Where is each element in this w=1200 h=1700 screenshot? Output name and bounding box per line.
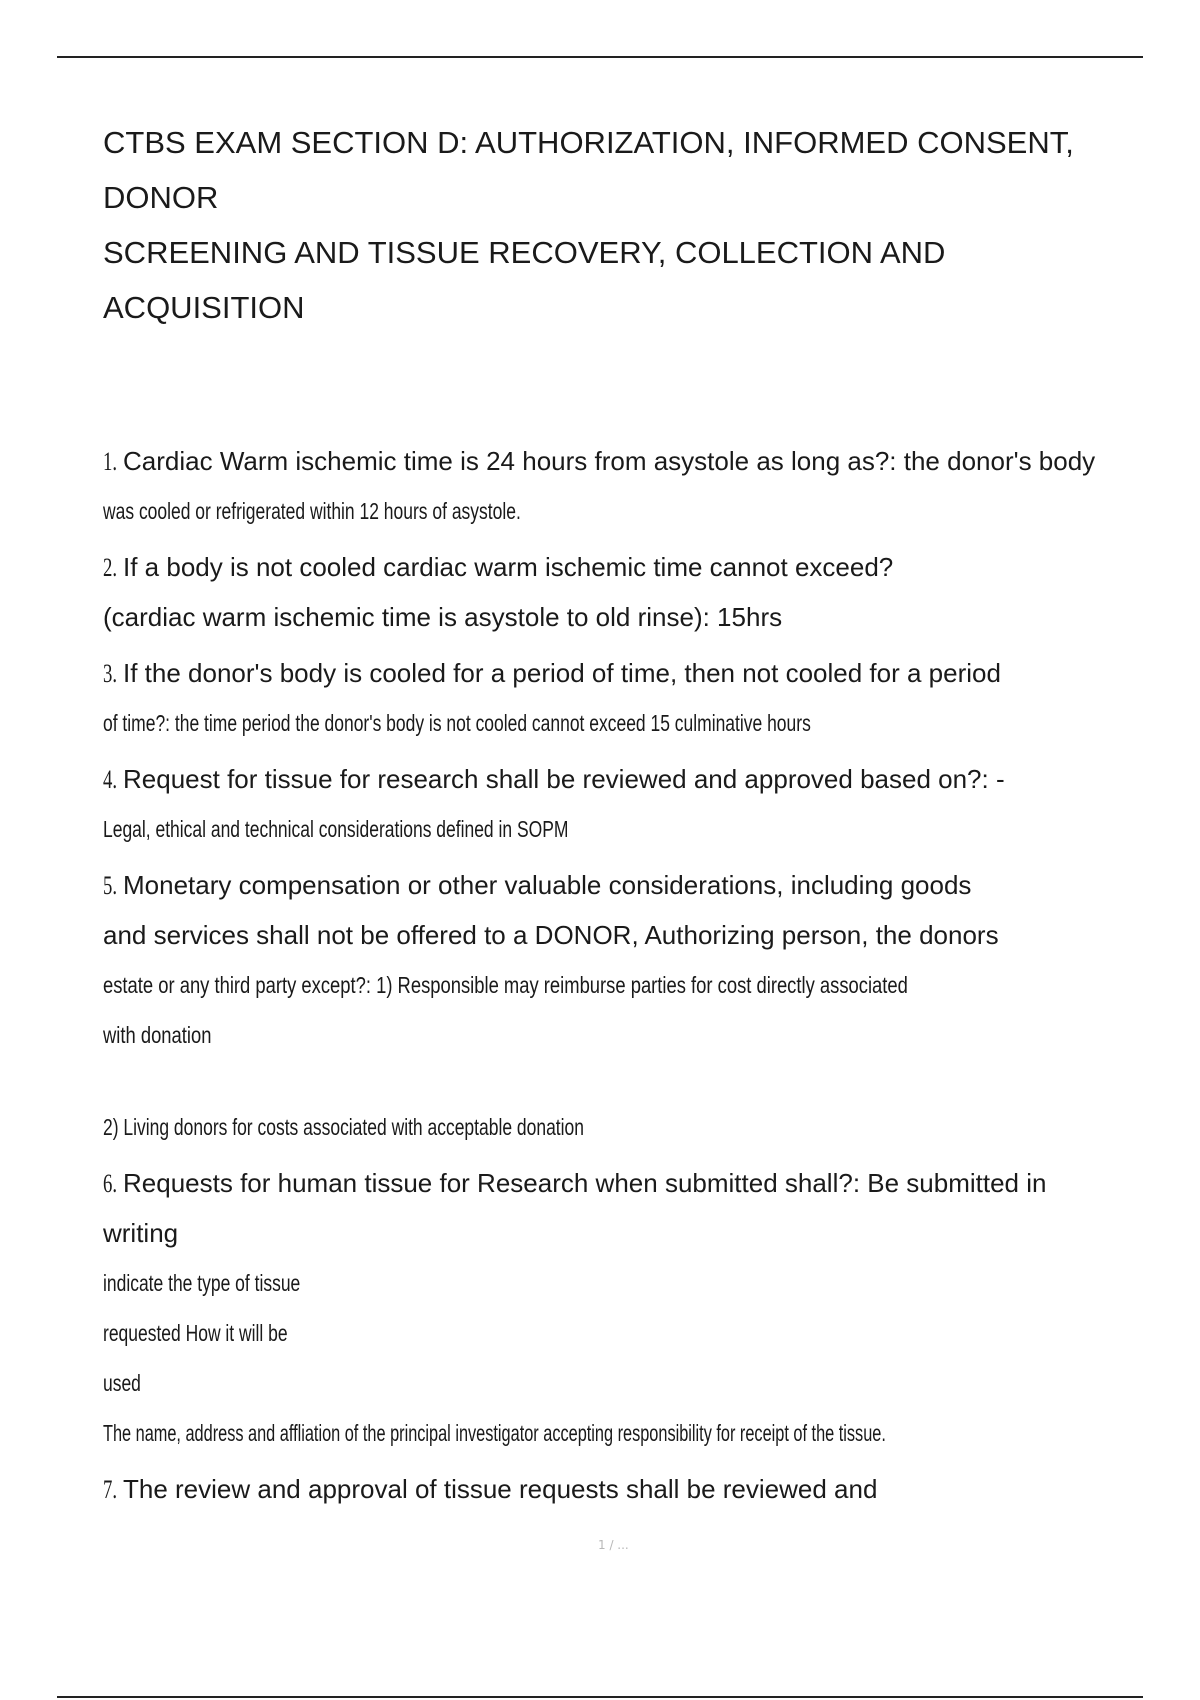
answer-text: Legal, ethical and technical considerations defined in SOPM [103,816,569,842]
question-1 [103,436,1133,536]
answer-text: of time?: the time period the donor's body is not cooled cannot exceed 15 culminative hours [103,710,811,736]
bottom-rule [57,1696,1143,1698]
question-text: The review and approval of tissue requests shall be reviewed and [123,1474,878,1504]
question-number: 4. [103,765,118,794]
page-number: 1 / ... [598,1538,629,1552]
question-number: 7. [103,1475,118,1504]
question-5 [103,860,1133,1152]
answer-text: requested How it will be [103,1320,288,1346]
question-line [103,436,1133,486]
question-text: Requests for human tissue for Research when submitted shall?: Be submitted in [123,1168,1047,1198]
question-text: If a body is not cooled cardiac warm ischemic time cannot exceed? [123,552,894,582]
question-text: If the donor's body is cooled for a period of time, then not cooled for a period [123,658,1001,688]
question-line [103,648,1133,698]
question-text: Monetary compensation or other valuable considerations, including goods [123,870,972,900]
question-7 [103,1464,1133,1514]
question-number: 1. [103,447,118,476]
question-4 [103,754,1133,854]
answer-text: estate or any third party except?: 1) Responsible may reimburse parties for cost directly associated [103,972,908,998]
question-2 [103,542,1133,642]
question-text: Cardiac Warm ischemic time is 24 hours from asystole as long as?: the donor's body [123,446,1096,476]
top-rule [57,56,1143,58]
title-line-3: SCREENING AND TISSUE RECOVERY, COLLECTION AND [103,235,946,270]
question-text-continued: and services shall not be offered to a DONOR, Authorizing person, the donors [103,920,999,950]
answer-text: The name, address and affliation of the principal investigator accepting responsibility for receipt of the tissue. [103,1420,886,1446]
title-line-4: ACQUISITION [103,290,305,325]
question-line [103,754,1133,804]
question-6 [103,1158,1133,1458]
question-number: 6. [103,1169,118,1198]
answer-text: (cardiac warm ischemic time is asystole to old rinse): 15hrs [103,602,783,632]
question-3 [103,648,1133,748]
question-line [103,1158,1133,1208]
answer-text: indicate the type of tissue [103,1270,301,1296]
title-line-1: CTBS EXAM SECTION D: AUTHORIZATION, INFORMED CONSENT, [103,125,1074,160]
answer-text-item-2: 2) Living donors for costs associated with acceptable donation [103,1114,584,1140]
question-line [103,860,1133,910]
answer-text-continued: with donation [103,1022,212,1048]
question-text-continued: writing [103,1218,179,1248]
answer-text: was cooled or refrigerated within 12 hours of asystole. [103,498,521,524]
question-number: 5. [103,871,118,900]
question-number: 2. [103,553,118,582]
question-text: Request for tissue for research shall be reviewed and approved based on?: - [123,764,1005,794]
answer-text: used [103,1370,141,1396]
document-title [103,115,1153,335]
title-line-2: DONOR [103,180,219,215]
question-line [103,542,1133,592]
question-number: 3. [103,659,118,688]
paragraph-gap [103,1060,1133,1102]
question-line [103,1464,1133,1514]
question-list [103,436,1133,1520]
